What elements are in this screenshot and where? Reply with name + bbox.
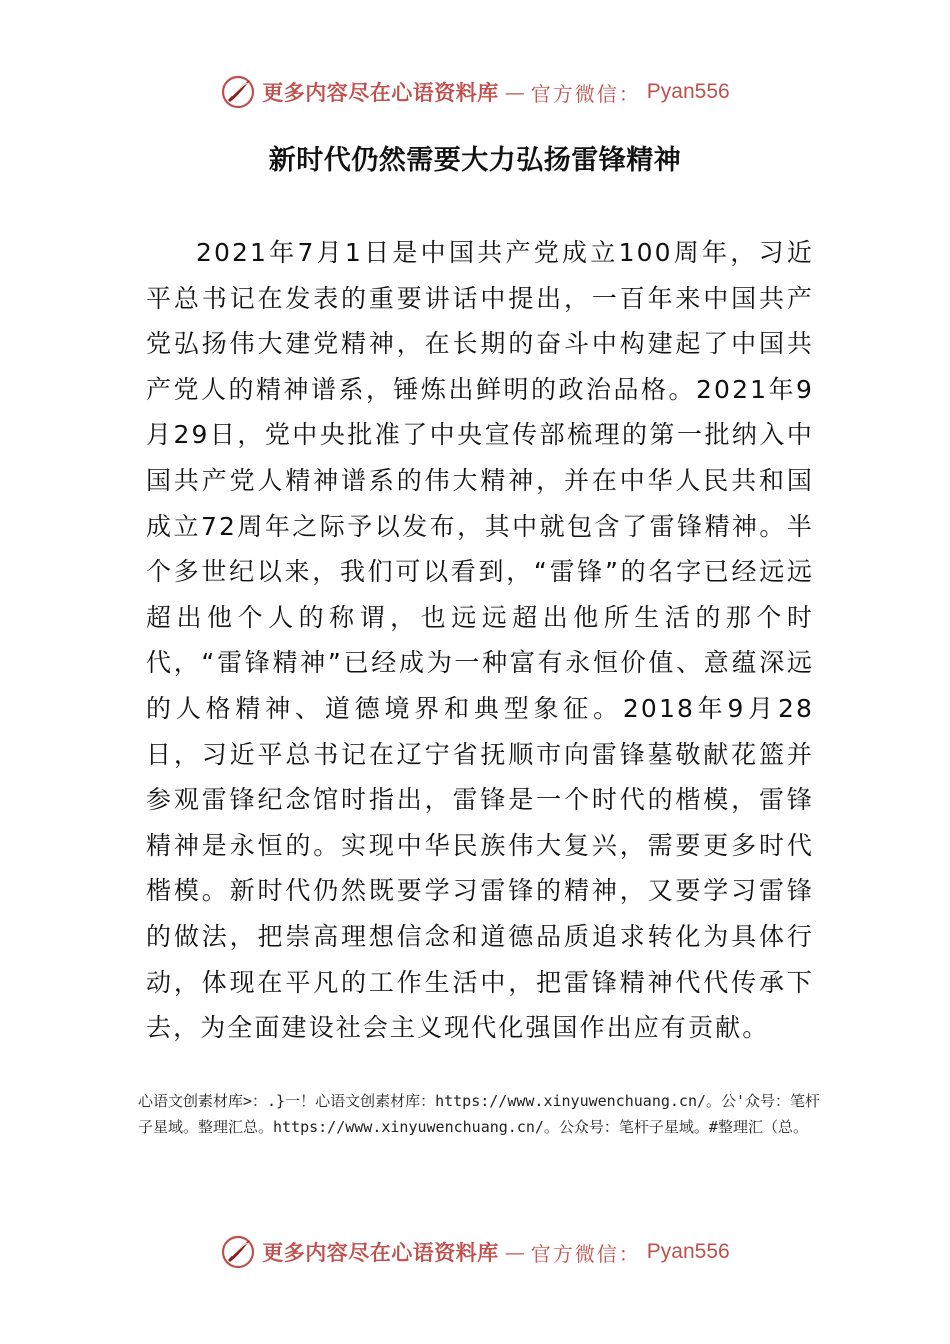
- banner-wechat-id: Pyan556: [646, 80, 730, 103]
- feather-quill-logo-icon: [220, 1234, 256, 1270]
- banner-wechat-label: 官方微信：: [530, 1241, 641, 1266]
- header-banner: [0, 72, 950, 112]
- footer-banner: [0, 1232, 950, 1272]
- banner-wechat-id: Pyan556: [646, 1240, 730, 1263]
- banner-separator: —: [504, 80, 525, 104]
- banner-wechat-label: 官方微信：: [530, 81, 641, 106]
- source-footnote: 心语文创素材库>：.}一！心语文创素材库：https://www.xinyuwenchuang.cn/。公'众号：笔杆子星域。整理汇总。https://www.xinyuwenchuang.cn/。公众号：笔杆子星域。#整理汇（总。: [138, 1092, 821, 1136]
- banner-slogan: 更多内容尽在心语资料库: [262, 80, 499, 105]
- feather-quill-logo-icon: [220, 74, 256, 110]
- banner-slogan: 更多内容尽在心语资料库: [262, 1240, 499, 1265]
- banner-separator: —: [504, 1240, 525, 1264]
- article-title: 新时代仍然需要大力弘扬雷锋精神: [268, 145, 682, 176]
- article-paragraph: 2021年7月1日是中国共产党成立100周年，习近平总书记在发表的重要讲话中提出，一百年来中国共产党弘扬伟大建党精神，在长期的奋斗中构建起了中国共产党人的精神谱系，锤炼出鲜明的政治品格。2021年9月29日，党中央批准了中央宣传部梳理的第一批纳入中国共产党人精神谱系的伟大精神，并在中华人民共和国成立72周年之际予以发布，其中就包含了雷锋精神。半个多世纪以来，我们可以看到，“雷锋”的名字已经远远超出他个人的称谓，也远远超出他所生活的那个时代，“雷锋精神”已经成为一种富有永恒价值、意蕴深远的人格精神、道德境界和典型象征。2018年9月28日，习近平总书记在辽宁省抚顺市向雷锋墓敬献花篮并参观雷锋纪念馆时指出，雷锋是一个时代的楷模，雷锋精神是永恒的。实现中华民族伟大复兴，需要更多时代楷模。新时代仍然既要学习雷锋的精神，又要学习雷锋的做法，把崇高理想信念和道德品质追求转化为具体行动，体现在平凡的工作生活中，把雷锋精神代代传承下去，为全面建设社会主义现代化强国作出应有贡献。: [146, 238, 814, 1043]
